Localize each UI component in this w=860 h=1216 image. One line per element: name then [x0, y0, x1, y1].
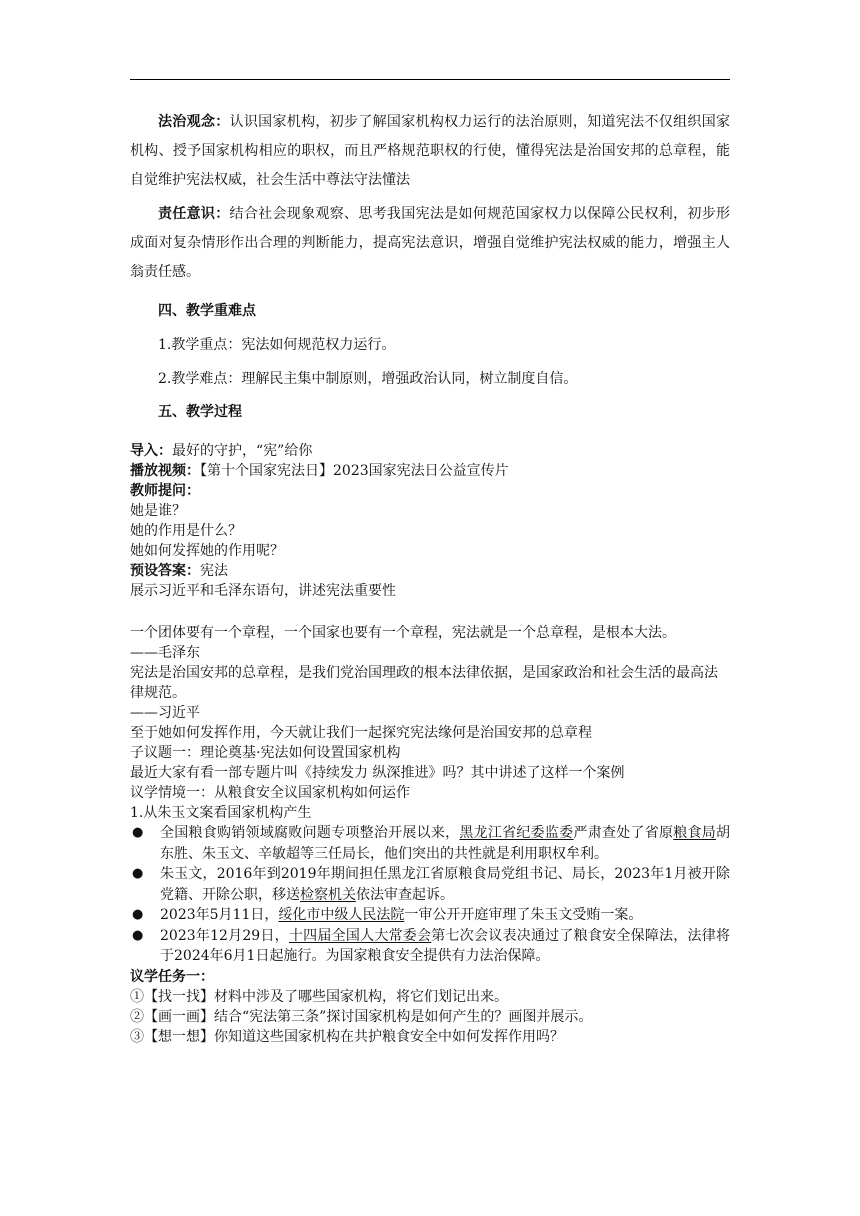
bullet-text: 依法审查起诉。: [356, 886, 454, 903]
list-item: [130, 823, 730, 864]
question-line: [130, 481, 730, 501]
rule-of-law-text: 认识国家机构，初步了解国家机构权力运行的法治原则，知道宪法不仅组织国家机构、授予国家机构相应的职权，而且严格规范职权的行使，懂得宪法是治国安邦的总章程，能自觉维护宪法权威，社会生活中尊法守法懂法: [130, 114, 731, 188]
bullet-text: 一审公开开庭审理了朱玉文受贿一案。: [404, 907, 643, 923]
mao-quote-author: ——毛泽东: [130, 645, 200, 661]
responsibility-label: 责任意识：: [158, 206, 230, 222]
bullet-text: 全国粮食购销领域腐败问题专项整治开展以来，: [160, 825, 460, 841]
answer-label: 预设答案：: [130, 563, 200, 579]
task-2: ②【画一画】结合“宪法第三条”探讨国家机构是如何产生的？画图并展示。: [130, 1008, 593, 1025]
intro-line: [130, 441, 730, 461]
rule-of-law-label: 法治观念：: [158, 114, 230, 130]
section-5-heading: 五、教学过程: [158, 404, 242, 420]
bullet-text: 2023年12月29日，: [160, 927, 289, 944]
transition-line: 至于她如何发挥作用，今天就让我们一起探究宪法缘何是治国安邦的总章程: [130, 725, 592, 741]
xi-quote: 宪法是治国安邦的总章程，是我们党治国理政的根本法律依据，是国家政治和社会生活的最高法律规范。: [130, 665, 718, 701]
question-label: 教师提问：: [130, 483, 200, 499]
case-bullets: [130, 823, 730, 967]
xi-quote-author: ——习近平: [130, 705, 200, 721]
section-4-heading: 四、教学重难点: [158, 303, 256, 319]
sub-topic-1: 子议题一：理论奠基·宪法如何设置国家机构: [130, 745, 401, 761]
rule-of-law-paragraph: [130, 108, 730, 195]
key-point-item: 1.教学重点：宪法如何规范权力运行。: [158, 337, 396, 353]
responsibility-text: 结合社会现象观察、思考我国宪法是如何规范国家权力以保障公民权利，初步形成面对复杂情形作出合理的判断能力，提高宪法意识，增强自觉维护宪法权威的能力，增强主人翁责任感。: [130, 206, 731, 280]
list-item: [130, 926, 730, 967]
header-rule: [130, 79, 730, 80]
question-1: 她是谁？: [130, 503, 186, 519]
bullet-text: 2023年5月11日，: [160, 907, 279, 923]
task-label-line: [130, 967, 730, 987]
underlined-term: 检察机关: [300, 886, 356, 903]
bullet-icon: ●: [132, 907, 144, 922]
underlined-term: 黑龙江省纪委监委: [459, 825, 574, 841]
task-1: ①【找一找】材料中涉及了哪些国家机构，将它们划记出来。: [130, 988, 508, 1005]
question-2: 她的作用是什么？: [130, 523, 242, 539]
video-line: [130, 461, 730, 481]
bullet-icon: ●: [132, 825, 144, 840]
intro-label: 导入：: [130, 443, 172, 459]
bullet-text: 第七次会议表决通过了粮食安全保障法，法律将于2024年6月1日起施行。为国家粮食安全提供有力法治保障。: [160, 927, 731, 964]
task-label: 议学任务一：: [130, 968, 214, 985]
show-quotes-line: 展示习近平和毛泽东语句，讲述宪法重要性: [130, 583, 396, 599]
process-body: [130, 441, 730, 1047]
answer-text: 宪法: [200, 563, 228, 579]
bullet-text: 胡东胜、朱玉文、辛敏超等三任局长，他们突出的共性就是利用职权牟利。: [160, 825, 731, 862]
answer-line: [130, 561, 730, 581]
document-body: [130, 108, 730, 424]
scenario-1: 议学情境一：从粮食安全议国家机构如何运作: [130, 785, 410, 801]
list-item: [130, 905, 730, 926]
underlined-term: 粮食局: [673, 825, 717, 841]
difficulty-item: 2.教学难点：理解民主集中制原则，增强政治认同，树立制度自信。: [158, 371, 578, 387]
bullet-icon: ●: [132, 927, 144, 943]
video-text: 【第十个国家宪法日】2023国家宪法日公益宣传片: [200, 463, 509, 479]
bullet-text: 朱玉文，2016年到2019年期间担任黑龙江省原粮食局党组书记、局长，2023年1月被开除党籍、开除公职，移送: [160, 866, 730, 903]
documentary-line: 最近大家有看一部专题片叫《持续发力 纵深推进》吗？其中讲述了这样一个案例: [130, 765, 625, 781]
task-3: ③【想一想】你知道这些国家机构在共护粮食安全中如何发挥作用吗？: [130, 1028, 564, 1045]
video-label: 播放视频：: [130, 463, 200, 479]
question-3: 她如何发挥她的作用呢？: [130, 543, 284, 559]
intro-text: 最好的守护，“宪”给你: [172, 443, 313, 459]
underlined-term: 绥化市中级人民法院: [278, 907, 405, 923]
case-heading: 1.从朱玉文案看国家机构产生: [130, 805, 312, 821]
bullet-icon: ●: [132, 866, 144, 881]
list-item: [130, 864, 730, 905]
bullet-text: 严肃查处了省原: [573, 825, 674, 841]
responsibility-paragraph: [130, 200, 730, 287]
spacer: [130, 601, 730, 623]
mao-quote: 一个团体要有一个章程，一个国家也要有一个章程，宪法就是一个总章程，是根本大法。: [130, 625, 676, 641]
underlined-term: 十四届全国人大常委会: [288, 927, 432, 944]
